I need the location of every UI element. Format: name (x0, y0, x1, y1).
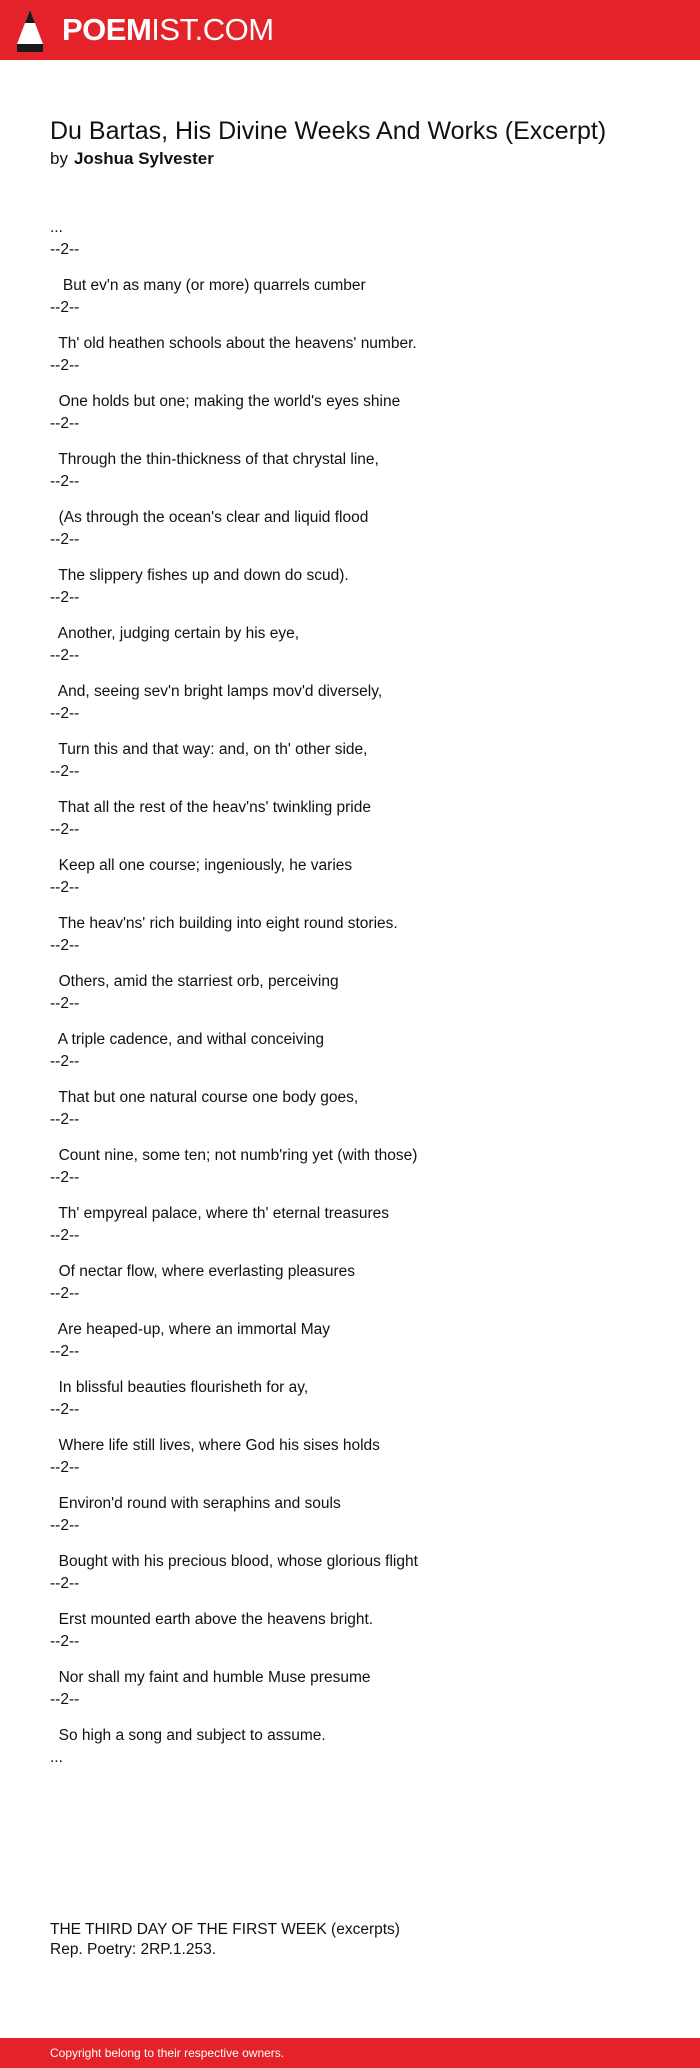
poem-line: --2-- (50, 820, 80, 838)
poem-line: But ev'n as many (or more) quarrels cumber (50, 277, 366, 294)
poem-line: Erst mounted earth above the heavens bright. (50, 1611, 374, 1628)
poem-line: Of nectar flow, where everlasting pleasures (50, 1263, 355, 1280)
poem-line: --2-- (50, 936, 80, 954)
stanza-gap (50, 841, 670, 856)
poem-line: --2-- (50, 1168, 80, 1186)
poem-line: --2-- (50, 1342, 80, 1360)
poem-line: --2-- (50, 762, 80, 780)
site-header (0, 0, 700, 60)
pencil-logo-icon[interactable] (17, 10, 43, 52)
poem-line: --2-- (50, 1690, 80, 1708)
poem-line: Th' empyreal palace, where th' eternal treasures (50, 1205, 390, 1222)
site-footer (0, 2038, 700, 2068)
stanza-gap (50, 435, 670, 450)
poem-line: ... (50, 219, 63, 236)
poem-line: --2-- (50, 704, 80, 722)
stanza-gap (50, 725, 670, 740)
poem-line: Turn this and that way: and, on th' other side, (50, 741, 368, 758)
stanza-gap (50, 377, 670, 392)
poem-line: In blissful beauties flourisheth for ay, (50, 1379, 309, 1396)
stanza-gap (50, 1421, 670, 1436)
poem-line: --2-- (50, 356, 80, 374)
poem-line: Another, judging certain by his eye, (50, 625, 300, 642)
source-line: THE THIRD DAY OF THE FIRST WEEK (excerpts) (50, 1921, 400, 1938)
poem-line: Keep all one course; ingeniously, he varies (50, 857, 353, 874)
poem-line: Bought with his precious blood, whose glorious flight (50, 1553, 418, 1570)
byline (50, 147, 214, 171)
stanza-gap (50, 1537, 670, 1552)
poem-line: Others, amid the starriest orb, perceiving (50, 973, 339, 990)
poem-line: The slippery fishes up and down do scud). (50, 567, 349, 584)
stanza-gap (50, 551, 670, 566)
poem-line: Environ'd round with seraphins and souls (50, 1495, 341, 1512)
stanza-gap (50, 1247, 670, 1262)
poem-source-notes (50, 1920, 400, 1960)
stanza-gap (50, 1189, 670, 1204)
stanza-gap (50, 783, 670, 798)
stanza-gap (50, 1653, 670, 1668)
stanza-gap (50, 1711, 670, 1726)
stanza-gap (50, 1305, 670, 1320)
poem-line: --2-- (50, 588, 80, 606)
stanza-gap (50, 1595, 670, 1610)
rep-line: Rep. Poetry: 2RP.1.253. (50, 1941, 217, 1958)
poem-line: And, seeing sev'n bright lamps mov'd diversely, (50, 683, 383, 700)
poem-line: --2-- (50, 1284, 80, 1302)
stanza-gap (50, 261, 670, 276)
poem-line: --2-- (50, 1458, 80, 1476)
by-label: by (50, 149, 68, 168)
stanza-gap (50, 319, 670, 334)
poem-line: One holds but one; making the world's eyes shine (50, 393, 401, 410)
stanza-gap (50, 1015, 670, 1030)
poem-line: --2-- (50, 298, 80, 316)
stanza-gap (50, 899, 670, 914)
poem-line: Th' old heathen schools about the heavens' number. (50, 335, 417, 352)
poem-line: --2-- (50, 240, 80, 258)
poem-line: --2-- (50, 472, 80, 490)
poem-line: That but one natural course one body goes, (50, 1089, 359, 1106)
stanza-gap (50, 1073, 670, 1088)
poem-body (50, 218, 670, 1769)
poem-line: So high a song and subject to assume. (50, 1727, 326, 1744)
logo-bold-text: POEM (62, 12, 152, 47)
stanza-gap (50, 1363, 670, 1378)
stanza-gap (50, 609, 670, 624)
poem-line: Through the thin-thickness of that chrystal line, (50, 451, 379, 468)
poem-line: Where life still lives, where God his sises holds (50, 1437, 380, 1454)
stanza-gap (50, 1479, 670, 1494)
poem-line: --2-- (50, 646, 80, 664)
author-link[interactable]: Joshua Sylvester (73, 149, 214, 168)
poem-line: That all the rest of the heav'ns' twinkling pride (50, 799, 371, 816)
poem-line: --2-- (50, 1226, 80, 1244)
poem-line: --2-- (50, 530, 80, 548)
poem-title: Du Bartas, His Divine Weeks And Works (Excerpt) (50, 117, 607, 145)
poem-line: --2-- (50, 414, 80, 432)
poem-line: --2-- (50, 878, 80, 896)
poem-line: Nor shall my faint and humble Muse presume (50, 1669, 371, 1686)
poem-line: --2-- (50, 1052, 80, 1070)
poem-line: (As through the ocean's clear and liquid flood (50, 509, 369, 526)
poem-line: --2-- (50, 994, 80, 1012)
stanza-gap (50, 493, 670, 508)
stanza-gap (50, 957, 670, 972)
stanza-gap (50, 667, 670, 682)
logo-light-text: IST.COM (151, 12, 274, 47)
poem-line: --2-- (50, 1400, 80, 1418)
poem-line: A triple cadence, and withal conceiving (50, 1031, 325, 1048)
poem-line: --2-- (50, 1516, 80, 1534)
poem-line: Are heaped-up, where an immortal May (50, 1321, 330, 1338)
poem-line: ... (50, 1748, 63, 1766)
poem-line: Count nine, some ten; not numb'ring yet (with those) (50, 1147, 418, 1164)
copyright-text: Copyright belong to their respective owners. (50, 2046, 285, 2060)
stanza-gap (50, 1131, 670, 1146)
poem-line: --2-- (50, 1632, 80, 1650)
site-logo[interactable] (62, 12, 274, 48)
poem-line: --2-- (50, 1110, 80, 1128)
poem-line: --2-- (50, 1574, 80, 1592)
poem-line: The heav'ns' rich building into eight round stories. (50, 915, 398, 932)
